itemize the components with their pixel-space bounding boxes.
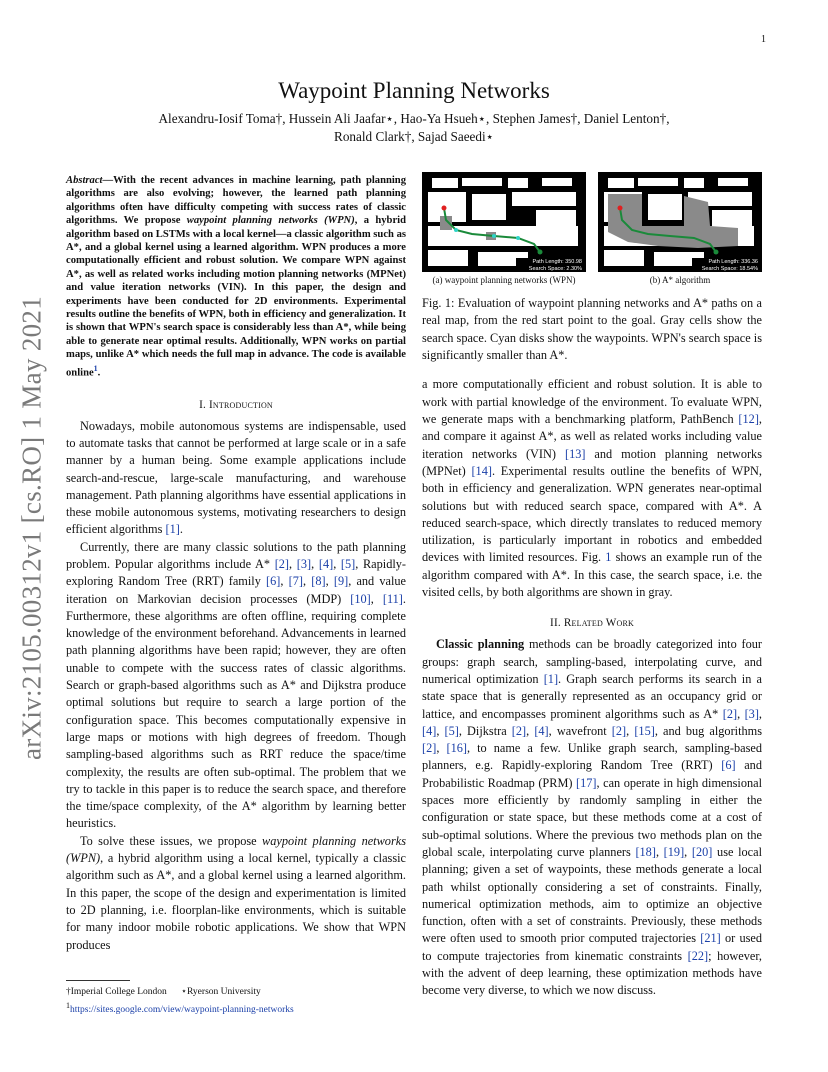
abstract-footnote-link[interactable]: 1	[93, 363, 98, 373]
citation-link[interactable]: [14]	[471, 463, 492, 478]
citation-link[interactable]: [18]	[635, 844, 656, 859]
citation-link[interactable]: [3]	[744, 706, 759, 721]
intro-paragraph-2: Currently, there are many classic solutions to the path planning problem. Popular algorithms include A* [2], [3], [4], [5], Rapidly-exploring Random Tree (RRT) family [6], [7], [8], [9], and value iteration on Markovian decision processes (MDP) [10], [11]. Furthermore, these algorithms are often offline, requiring complete knowledge of the environment beforehand. Advancements in learned path planning algorithms have been rapid; however, they are often unable to compete with the success rates of classic algorithms. Search or graph-based algorithms such as A* and Dijkstra produce optimal solutions but require to search a large portion of the configuration space. This becomes computationally expensive in large maps or motions with high degrees of freedom. Though sampling-based algorithms such as RRT reduce the space/time complexity, the results are often sub-optimal. The problem that we try to tackle in this paper is to reduce the search space, and therefore the time/space complexity, of the A* algorithm by learning better heuristics.	[66, 539, 407, 831]
authors-line-2: Ronald Clark†, Sajad Saeedi⋆	[334, 129, 494, 144]
citation-link[interactable]: [5]	[444, 723, 459, 738]
citation-link[interactable]: [1]	[543, 671, 559, 686]
abstract	[66, 174, 406, 380]
arxiv-id: arXiv:2105.00312v1 [cs.RO] 1 May 2021	[16, 295, 47, 761]
subfigure-wpn	[422, 172, 586, 285]
subfigure-a-caption: (a) waypoint planning networks (WPN)	[432, 275, 576, 285]
citation-link[interactable]: [6]	[721, 758, 736, 773]
abstract-text-2: , a hybrid algorithm based on LSTMs with a local kernel—a classic algorithm such as A*, and a global kernel using a learned algorithm. WPN produces a more computationally efficient and robust solution. We compare WPN against A*, as well as related works including motion planning networks (MPNet) and value iteration networks (VIN). In this paper, the design and experiments have been conducted for 2D environments. Experimental results outline the benefits of WPN, both in efficiency and generalization. It is shown that WPN's search space is considerably less than A*, while being able to generate near optimal results. Additionally, WPN works on partial maps, unlike A* which needs the full map in advance. The code is available online	[66, 215, 406, 379]
citation-link[interactable]: [3]	[296, 557, 312, 571]
citation-link[interactable]: [5]	[340, 557, 356, 571]
citation-link[interactable]: [13]	[564, 446, 586, 461]
citation-link[interactable]: [9]	[333, 574, 349, 589]
wpn-map-image	[422, 172, 586, 272]
citation-link[interactable]: [10]	[350, 591, 371, 606]
abstract-label: Abstract	[66, 175, 103, 186]
project-url-link[interactable]: https://sites.google.com/view/waypoint-planning-networks	[70, 1005, 294, 1016]
left-column	[66, 174, 406, 954]
citation-link[interactable]: [19]	[663, 844, 685, 859]
wpn-search-space: Search Space: 2.30%	[528, 266, 582, 272]
related-paragraph-1: Classic planning methods can be broadly categorized into four groups: graph search, sampling-based, interpolating curve, and numerical optimization [1]. Graph search performs its search in a state space that is generally represented as an occupancy grid or lattice, and encompasses prominent algorithms such as A* [2], [3], [4], [5], Dijkstra [2], [4], wavefront [2], [15], and bug algorithms [2], [16], to name a few. Unlike graph search, sampling-based planners, e.g. Rapidly-exploring Random Tree (RRT) [6] and Probabilistic Roadmap (PRM) [17], can operate in high dimensional spaces more efficiently by randomly sampling in either the configuration or state space, but these methods come at a cost of sub-optimal solutions. Where the previous two methods plan on the global scale, interpolating curve planners [18], [19], [20] use local planning; given a set of waypoints, these methods generate a local path whilst optionally considering a set of constraints. Finally, numerical optimization methods, aim to optimize an objective function, often with a set of constraints. Previously, these methods were often used to smooth prior computed trajectories [21] or used to compute trajectories from kinematic constraints [22]; however, with the advent of deep learning, these optimization methods have become very diverse, to which we now discuss.	[422, 637, 763, 998]
right-paragraph-1: a more computationally efficient and robust solution. It is able to work with partial knowledge of the environment. To evaluate WPN, we generate maps with a benchmarking platform, PathBench [12], and compare it against A*, as well as related works including value iteration networks (VIN) [13] and motion planning networks (MPNet) [14]. Experimental results outline the benefits of WPN, both in efficiency and generalization. WPN generates near-optimal solutions but with reduced search space, compared with A*. A reduced search-space, which directly translates to reduced memory utilization, is particularly important in robotics and embedded devices with limited resources. Fig. 1 shows an example run of the algorithm compared with A*. In this case, the search space, i.e. the visited cells, by both algorithms are shown in gray.	[422, 377, 762, 600]
astar-map-image	[598, 172, 762, 272]
section-heading-introduction: I. Introduction	[199, 398, 273, 411]
paper-title: Waypoint Planning Networks	[278, 78, 550, 103]
authors-line-1: Alexandru-Iosif Toma†, Hussein Ali Jaafar⋆, Hao-Ya Hsueh⋆, Stephen James†, Daniel Lenton†,	[158, 111, 670, 126]
citation-link[interactable]: [2]	[722, 706, 738, 721]
section-heading-related-work: II. Related Work	[550, 617, 634, 630]
subfigure-b-caption: (b) A* algorithm	[649, 275, 711, 285]
footnote-rule	[66, 980, 130, 981]
intro-paragraph-3: To solve these issues, we propose waypoint planning networks (WPN), a hybrid algorithm using a local kernel, typically a classic algorithm such as A*, and a global kernel using a learned algorithm. In this paper, the scope of the design and experimentation is limited to 2D planning, i.e. floorplan-like environments, which is suitable for many indoor mobile robotic applications. We show that WPN produces	[66, 833, 406, 952]
affiliation-footnote: †Imperial College London ⋆Ryerson University	[66, 987, 261, 997]
citation-link[interactable]: [22]	[687, 948, 709, 963]
citation-link[interactable]: [21]	[700, 931, 721, 946]
citation-link[interactable]: [15]	[634, 723, 655, 738]
citation-link[interactable]: [4]	[534, 723, 549, 738]
citation-link[interactable]: [4]	[318, 557, 334, 571]
figure-caption: Fig. 1: Evaluation of waypoint planning networks and A* paths on a real map, from the red start point to the goal. Gray cells show the search space. Cyan disks show the waypoints. WPN's search space is significantly smaller than A*.	[422, 296, 762, 362]
arxiv-stamp	[8, 288, 56, 768]
citation-link[interactable]: [8]	[311, 574, 326, 589]
abstract-text-1: —With the recent advances in machine learning, path planning algorithms are also evolving; however, the learned path planning algorithms often have difficulty competing with success rates of classic algorithms. We propose	[66, 175, 406, 227]
intro-paragraph-1: Nowadays, mobile autonomous systems are indispensable, used to automate tasks that cannot be performed at large scale or in a safe manner by a human being. Some example applications include search-and-rescue, large-scale manufacturing, and warehouse management. Path planning algorithms have essential applications in these mobile autonomous systems, motivating researchers to design efficient algorithms [1].	[66, 418, 406, 537]
astar-path-length: Path Length: 336.36	[708, 259, 758, 265]
citation-link[interactable]: [2]	[422, 741, 437, 756]
classic-planning-bold: Classic planning	[436, 637, 525, 652]
citation-link[interactable]: [1]	[165, 522, 180, 537]
abstract-end: .	[97, 367, 101, 379]
author-list	[100, 110, 728, 146]
page-number: 1	[761, 34, 766, 45]
right-column	[422, 172, 762, 1000]
footnotes	[66, 986, 406, 1017]
figure-link[interactable]: 1	[605, 550, 612, 565]
citation-link[interactable]: [2]	[611, 723, 627, 738]
citation-link[interactable]: [16]	[446, 741, 467, 756]
citation-link[interactable]: [2]	[511, 723, 527, 738]
abstract-emphasis: waypoint planning networks (WPN)	[186, 215, 355, 227]
wpn-path-length: Path Length: 350.98	[532, 259, 582, 265]
url-footnote: $^1$https://sites.google.com/view/waypoint-planning-networks	[66, 1001, 294, 1016]
astar-search-space: Search Space: 18.54%	[701, 266, 758, 272]
citation-link[interactable]: [4]	[422, 723, 437, 738]
citation-link[interactable]: [20]	[691, 844, 713, 859]
figure-1	[422, 172, 762, 285]
citation-link[interactable]: [11]	[382, 591, 403, 606]
citation-link[interactable]: [7]	[288, 574, 303, 589]
citation-link[interactable]: [12]	[738, 412, 759, 427]
intro-emphasis: waypoint planning networks (WPN)	[66, 833, 406, 866]
citation-link[interactable]: [17]	[576, 775, 597, 790]
citation-link[interactable]: [2]	[274, 557, 290, 571]
citation-link[interactable]: [6]	[266, 574, 281, 589]
subfigure-astar	[598, 172, 762, 285]
